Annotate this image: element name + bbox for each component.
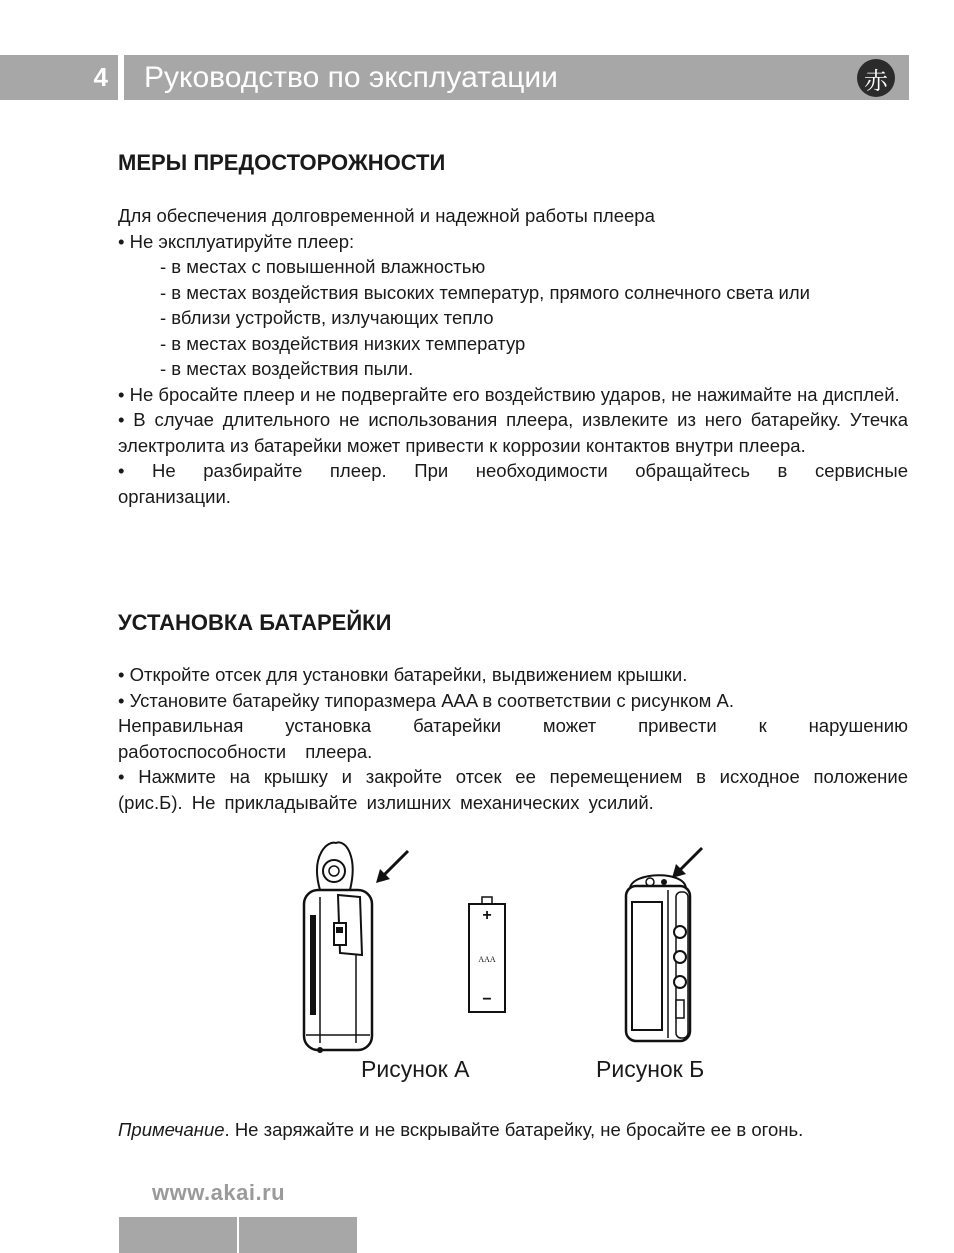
battery-bullet: • Установите батарейку типоразмера AAA в соответствии с рисунком А. — [118, 689, 734, 711]
footer-block — [119, 1217, 237, 1253]
battery-heading: УСТАНОВКА БАТАРЕЙКИ — [118, 610, 392, 635]
precautions-sub-item: - в местах воздействия пыли. — [160, 358, 414, 379]
precautions-sub-item: - в местах воздействия высоких температур, прямого солнечного света или — [160, 281, 810, 303]
footer-url: www.akai.ru — [152, 1180, 286, 1205]
precautions-bullet: • В случае длительного не использования плеера, извлеките из него батарейку. Утечка электролита из батарейки может привести к коррозии контактов внутри плеера. — [118, 409, 908, 456]
battery-aaa-figure — [466, 896, 508, 1016]
footer-block — [239, 1217, 357, 1253]
battery-minus-icon: − — [482, 991, 492, 1008]
precautions-sub-item: - в местах воздействия низких температур — [160, 332, 526, 354]
battery-section — [118, 610, 908, 636]
precautions-intro: Для обеспечения долговременной и надежной работы плеера — [118, 205, 655, 226]
battery-plus-icon: + — [482, 907, 492, 924]
precautions-bullet: • Не разбирайте плеер. При необходимости обращайтесь в сервисные организации. — [118, 460, 908, 507]
figure-a-caption: Рисунок А — [361, 1056, 470, 1082]
precautions-body — [118, 203, 908, 509]
page-number: 4 — [0, 55, 118, 100]
battery-warning: Неправильная установка батарейки может привести к нарушению работоспособности плеера. — [118, 715, 908, 762]
precautions-bullet: • Не бросайте плеер и не подвергайте его воздействию ударов, не нажимайте на дисплей. — [118, 383, 900, 405]
figure-a-player-open — [290, 835, 425, 1065]
battery-body — [118, 662, 908, 815]
precautions-section — [118, 150, 908, 176]
note — [118, 1117, 908, 1143]
precautions-sub-item: - вблизи устройств, излучающих тепло — [160, 307, 494, 328]
battery-bullet: • Нажмите на крышку и закройте отсек ее перемещением в исходное положение (рис.Б). Не прикладывайте излишних механических усилий. — [118, 766, 908, 813]
figure-b-player-closed — [610, 840, 720, 1045]
page-header-title: Руководство по эксплуатации — [124, 55, 909, 100]
battery-bullet: • Откройте отсек для установки батарейки, выдвижением крышки. — [118, 664, 688, 685]
note-text: . Не заряжайте и не вскрывайте батарейку, не бросайте ее в огонь. — [224, 1119, 804, 1140]
precautions-sub-item: - в местах с повышенной влажностью — [160, 256, 486, 277]
battery-type-label: AAA — [478, 955, 496, 964]
akai-logo-icon: 赤 — [857, 59, 895, 97]
precautions-bullet: • Не эксплуатируйте плеер: — [118, 230, 355, 252]
note-prefix: Примечание — [118, 1119, 225, 1140]
precautions-heading: МЕРЫ ПРЕДОСТОРОЖНОСТИ — [118, 150, 446, 175]
figure-b-caption: Рисунок Б — [596, 1056, 705, 1082]
